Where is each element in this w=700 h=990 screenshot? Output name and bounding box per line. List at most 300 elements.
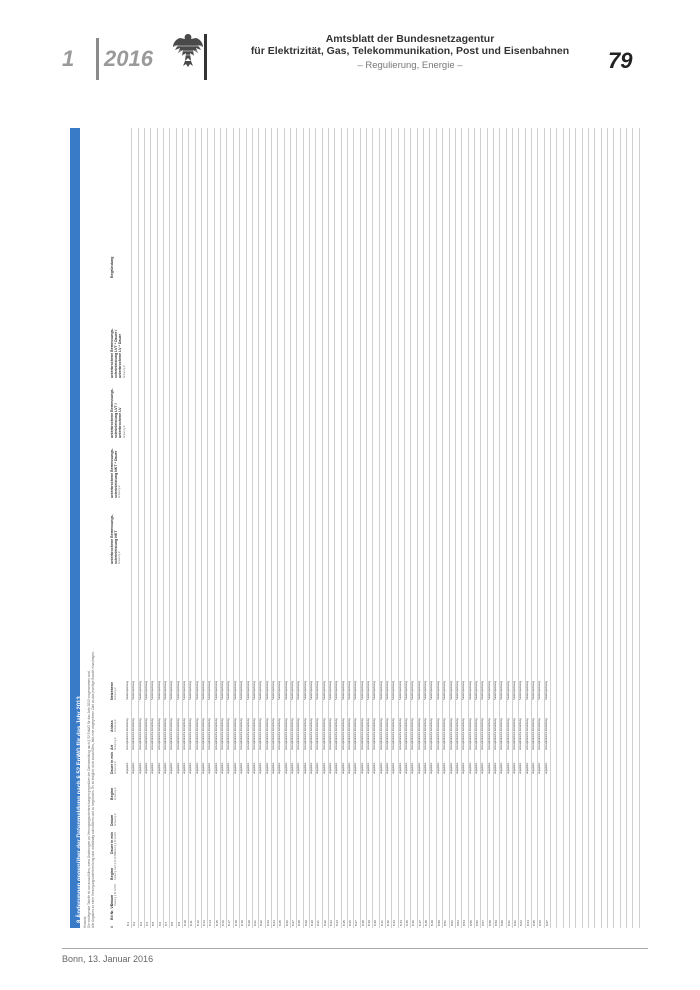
table-cell: Niederspannung — [309, 680, 313, 700]
row-number: 8.36 — [348, 920, 352, 926]
row-number: 8.54 — [462, 920, 467, 926]
table-row — [138, 128, 139, 928]
table-cell: Niederspannung — [126, 680, 129, 700]
table-cell: ungeplant — [411, 762, 415, 774]
table-cell: atmosphärische Einwirkung — [462, 718, 466, 750]
table-cell: atmosphärische Einwirkung — [443, 718, 447, 750]
table-cell: ungeplant — [544, 762, 548, 774]
table-cell: Niederspannung — [474, 680, 478, 700]
table-cell: atmosphärische Einwirkung — [411, 718, 415, 750]
table-cell: atmosphärische Einwirkung — [145, 718, 149, 750]
table-cell: ungeplant — [322, 762, 326, 774]
table-row — [525, 128, 526, 928]
table-cell: ungeplant — [271, 762, 275, 774]
column-header-label: Art — [110, 744, 114, 750]
column-header-label: unterbrochene Bemessungs- scheinleistung LVT * Dauer / unterbrochene LV * Dauer — [110, 328, 123, 378]
table-row — [182, 128, 183, 928]
header-bar — [204, 34, 207, 80]
table-row — [309, 128, 310, 928]
table-cell: ungeplant — [157, 762, 161, 774]
table-row — [347, 128, 348, 928]
table-cell: Niederspannung — [252, 680, 256, 700]
table-cell: ungeplant — [252, 762, 256, 774]
federal-eagle-icon — [170, 30, 206, 68]
table-cell: atmosphärische Einwirkung — [151, 718, 155, 750]
issue-number: 1 — [62, 46, 75, 71]
row-number: 8.8 — [170, 921, 175, 926]
table-row — [436, 128, 437, 928]
column-header — [110, 640, 118, 700]
table-cell: Niederspannung — [367, 680, 371, 700]
row-number: 8.51 — [443, 920, 448, 926]
table-row — [157, 128, 158, 928]
table-row — [252, 128, 253, 928]
row-number: 8.29 — [303, 920, 308, 926]
table-row — [258, 128, 259, 928]
table-row-empty — [613, 128, 614, 928]
row-number: 8.40 — [373, 920, 378, 926]
table-cell: ungeplant — [309, 762, 313, 774]
table-cell: Niederspannung — [202, 680, 206, 700]
row-number: 8.7 — [164, 921, 169, 926]
column-header-label: Anlass — [110, 720, 114, 732]
table-cell: Niederspannung — [538, 680, 542, 700]
table-row — [537, 128, 538, 928]
table-row — [391, 128, 392, 928]
table-cell: atmosphärische Einwirkung — [221, 718, 225, 750]
table-cell: Niederspannung — [328, 680, 332, 700]
row-number: 8.21 — [252, 920, 257, 926]
table-row — [366, 128, 367, 928]
row-number: 8.52 — [449, 920, 454, 926]
table-row — [239, 128, 240, 928]
table-cell: ungeplant — [405, 762, 409, 774]
table-row — [518, 128, 519, 928]
table-cell: Niederspannung — [493, 680, 497, 700]
table-cell: ungeplant — [360, 762, 364, 774]
row-number: 8.50 — [436, 920, 441, 926]
table-cell: atmosphärische Einwirkung — [183, 718, 187, 750]
table-row — [131, 128, 132, 928]
table-cell: atmosphärische Einwirkung — [208, 718, 212, 750]
table-cell: ungeplant — [379, 762, 383, 774]
table-cell: atmosphärische Einwirkung — [227, 718, 231, 750]
table-cell: atmosphärische Einwirkung — [309, 718, 313, 750]
column-header-label: Beginn — [110, 787, 114, 800]
column-header-sub: Meldung § 52 EnWG — [114, 831, 118, 854]
table-cell: Niederspannung — [271, 680, 275, 700]
table-cell: atmosphärische Einwirkung — [493, 718, 497, 750]
table-cell: atmosphärische Einwirkung — [449, 718, 453, 750]
table-cell: ungeplant — [176, 762, 180, 774]
table-row-empty — [575, 128, 576, 928]
table-cell: Niederspannung — [278, 680, 282, 700]
table-cell: Niederspannung — [335, 680, 339, 700]
table-row — [265, 128, 266, 928]
table-row — [328, 128, 329, 928]
table-cell: Niederspannung — [468, 680, 472, 700]
table-cell: ungeplant — [208, 762, 212, 774]
table-cell: atmosphärische Einwirkung — [487, 718, 491, 750]
row-number: 8.28 — [297, 920, 302, 926]
table-row-empty — [588, 128, 589, 928]
table-cell: Niederspannung — [531, 680, 535, 700]
hint-heading: Hinweis: — [83, 915, 87, 928]
row-number: 8.9 — [176, 921, 181, 926]
column-header-label: Beginn — [110, 867, 114, 880]
table-cell: Niederspannung — [360, 680, 364, 700]
table-cell: atmosphärische Einwirkung — [348, 718, 351, 750]
table-cell: ungeplant — [221, 762, 225, 774]
table-row — [195, 128, 196, 928]
row-number: 8.38 — [360, 920, 365, 926]
table-cell: atmosphärische Einwirkung — [271, 718, 275, 750]
table-row — [417, 128, 418, 928]
table-cell: ungeplant — [132, 762, 136, 774]
row-number: 8.31 — [316, 920, 321, 926]
column-header-sub: Änderung in — [114, 813, 118, 826]
table-cell: ungeplant — [531, 762, 535, 774]
row-number: 8.59 — [493, 920, 498, 926]
column-header — [110, 438, 123, 498]
table-cell: atmosphärische Einwirkung — [500, 718, 504, 750]
table-cell: atmosphärische Einwirkung — [138, 718, 142, 750]
table-cell: Niederspannung — [151, 680, 155, 700]
table-cell: Niederspannung — [157, 680, 161, 700]
row-number: 8.4 — [145, 921, 150, 926]
table-cell: ungeplant — [474, 762, 478, 774]
table-cell: atmosphärische Einwirkung — [481, 718, 485, 750]
table-row — [449, 128, 450, 928]
table-cell: atmosphärische Einwirkung — [379, 718, 383, 750]
table-row — [461, 128, 462, 928]
hint-line-2: Alle Angaben zu einer Versorgungsunterbrechung sind vollständig aufzuführen und zu begründen. Es ist lediglich nicht auszufüllen, falls eine angegebene Zahl an das jeweilige Bundle einzutragen. — [91, 651, 95, 928]
table-row — [506, 128, 507, 928]
table-cell: Niederspannung — [512, 680, 516, 700]
table-cell: Niederspannung — [487, 680, 491, 700]
table-cell: atmosphärische Einwirkung — [538, 718, 542, 750]
table-cell: Niederspannung — [322, 680, 326, 700]
table-row — [398, 128, 399, 928]
row-number: 8.13 — [202, 920, 207, 926]
table-row — [271, 128, 272, 928]
table-cell: ungeplant — [538, 762, 542, 774]
row-number: 8.26 — [284, 920, 289, 926]
table-row — [487, 128, 488, 928]
row-number: 8.61 — [506, 920, 511, 926]
row-number: 8.34 — [335, 920, 340, 926]
table-row — [531, 128, 532, 928]
row-number: 8.60 — [500, 920, 505, 926]
table-cell: ungeplant — [297, 762, 301, 774]
table-cell: ungeplant — [500, 762, 504, 774]
table-cell: atmosphärische Einwirkung — [176, 718, 180, 750]
table-cell: ungeplant — [233, 762, 237, 774]
row-number: 8.42 — [386, 920, 391, 926]
table-cell: atmosphärische Einwirkung — [525, 718, 529, 750]
publication-subtitle: – Regulierung, Energie – — [357, 60, 463, 71]
column-header-label: unterbrochene Bemessungs- scheinleistung NKT * Dauer — [110, 448, 119, 498]
table-cell: ungeplant — [170, 762, 174, 774]
table-cell: ungeplant — [278, 762, 282, 774]
table-cell: ungeplant — [506, 762, 510, 774]
table-cell: ungeplant — [240, 762, 244, 774]
row-number: 8.49 — [430, 920, 435, 926]
table-cell: atmosphärische Einwirkung — [417, 718, 421, 750]
table-cell: atmosphärische Einwirkung — [328, 718, 332, 750]
column-header-sub: Änderung in — [114, 687, 118, 700]
table-cell: atmosphärische Einwirkung — [132, 718, 136, 750]
row-number: 8.10 — [183, 920, 188, 926]
table-row — [144, 128, 145, 928]
table-cell: ungeplant — [436, 762, 440, 774]
row-number: 8.57 — [481, 920, 486, 926]
table-cell: ungeplant — [354, 762, 358, 774]
table-cell: Niederspannung — [373, 680, 377, 700]
table-cell: ungeplant — [202, 762, 206, 774]
table-cell: Niederspannung — [341, 680, 345, 700]
publication-title — [215, 33, 605, 57]
table-cell: ungeplant — [468, 762, 472, 774]
table-cell: Niederspannung — [170, 680, 174, 700]
table-row — [372, 128, 373, 928]
table-cell: Niederspannung — [462, 680, 466, 700]
column-header-sub: Änderung in — [114, 719, 118, 732]
table-cell: atmosphärische Einwirkung — [544, 718, 548, 750]
table-cell: Niederspannung — [303, 680, 307, 700]
column-header-label: Datum — [110, 814, 114, 826]
table-cell: Niederspannung — [246, 680, 250, 700]
table-cell: ungeplant — [392, 762, 396, 774]
table-cell: atmosphärische Einwirkung — [531, 718, 535, 750]
table-cell: atmosphärische Einwirkung — [519, 718, 523, 750]
table-cell: ungeplant — [227, 762, 231, 774]
table-cell: Niederspannung — [316, 680, 320, 700]
row-number: 8.43 — [392, 920, 397, 926]
column-header-label: # — [110, 926, 114, 928]
table-row — [493, 128, 494, 928]
column-header-label: Begründung — [110, 256, 114, 278]
table-cell: Niederspannung — [214, 680, 218, 700]
row-number: 8.64 — [525, 920, 530, 926]
table-cell: atmosphärische Einwirkung — [436, 718, 440, 750]
row-number: 8.48 — [424, 920, 429, 926]
table-cell: ungeplant — [183, 762, 187, 774]
table-cell: ungeplant — [316, 762, 320, 774]
table-cell: Niederspannung — [544, 680, 548, 700]
row-number: 8.24 — [271, 920, 276, 926]
table-cell: ungeplant — [481, 762, 485, 774]
table-row — [233, 128, 234, 928]
table-cell: Niederspannung — [259, 680, 263, 700]
table-cell: Niederspannung — [354, 680, 358, 700]
row-number: 8.16 — [221, 920, 226, 926]
table-row — [474, 128, 475, 928]
column-header-label: unterbrochene Bemessungs- scheinleistung LVT / unterbrochene LV — [110, 388, 123, 438]
table-cell: ungeplant — [290, 762, 294, 774]
table-cell: Niederspannung — [208, 680, 212, 700]
row-number: 8.2 — [132, 921, 137, 926]
table-cell: Niederspannung — [348, 680, 351, 700]
row-number: 8.58 — [487, 920, 492, 926]
row-number: 8.53 — [455, 920, 460, 926]
hint-line-1: Die vorliegende Tabelle ist nur auszufüllen, wenn Änderungen an Versorgungsunterbrechungen gegenüber der Datenmeldung nach § 52 EnWG für das Jahr 2013 vorgenommen wird. — [87, 670, 91, 928]
table-row — [188, 128, 189, 928]
table-row — [379, 128, 380, 928]
row-number: 8.47 — [417, 920, 422, 926]
row-number: 8.62 — [512, 920, 517, 926]
table-cell: ungeplant — [430, 762, 434, 774]
table-row-empty — [607, 128, 608, 928]
table-cell: ungeplant — [449, 762, 453, 774]
table-row — [334, 128, 335, 928]
header-divider — [96, 38, 99, 80]
table-cell: ungeplant — [487, 762, 491, 774]
column-header-sub: Änderung in — [114, 787, 118, 800]
column-header-sub: Meldung nach § 52 EnWG — [114, 851, 118, 880]
table-cell: atmosphärische Einwirkung — [195, 718, 199, 750]
table-cell: ungeplant — [493, 762, 497, 774]
table-cell: atmosphärische Einwirkung — [126, 718, 129, 750]
table-cell: ungeplant — [519, 762, 523, 774]
row-number: 8.56 — [474, 920, 479, 926]
table-cell: atmosphärische Einwirkung — [233, 718, 237, 750]
table-cell: atmosphärische Einwirkung — [252, 718, 256, 750]
row-number: 8.66 — [538, 920, 543, 926]
table-cell: atmosphärische Einwirkung — [259, 718, 263, 750]
column-header-label: unterbrochene Bemessungs- scheinleistung NKT — [110, 514, 119, 564]
table-row-empty — [582, 128, 583, 928]
table-cell: ungeplant — [398, 762, 402, 774]
table-row-empty — [639, 128, 640, 928]
table-row — [385, 128, 386, 928]
table-cell: ungeplant — [303, 762, 307, 774]
row-number: 8.23 — [265, 920, 270, 926]
table-row — [226, 128, 227, 928]
table-cell: Niederspannung — [221, 680, 225, 700]
table-cell: ungeplant — [164, 762, 168, 774]
table-cell: Niederspannung — [506, 680, 510, 700]
table-row — [423, 128, 424, 928]
table-cell: atmosphärische Einwirkung — [303, 718, 307, 750]
table-row — [353, 128, 354, 928]
row-number: 8.25 — [278, 920, 283, 926]
table-row — [544, 128, 545, 928]
table-cell: ungeplant — [348, 762, 351, 774]
table-cell: atmosphärische Einwirkung — [354, 718, 358, 750]
table-row — [201, 128, 202, 928]
table-cell: atmosphärische Einwirkung — [157, 718, 161, 750]
table-row-empty — [620, 128, 621, 928]
table-cell: ungeplant — [455, 762, 459, 774]
table-row-empty — [550, 128, 551, 928]
table-row — [322, 128, 323, 928]
table-row — [284, 128, 285, 928]
table-cell: atmosphärische Einwirkung — [246, 718, 250, 750]
table-cell: atmosphärische Einwirkung — [360, 718, 364, 750]
row-number: 8.1 — [126, 921, 130, 926]
table-cell: atmosphärische Einwirkung — [316, 718, 320, 750]
row-number: 8.20 — [246, 920, 251, 926]
table-cell: Niederspannung — [164, 680, 168, 700]
column-header — [110, 504, 123, 564]
table-cell: atmosphärische Einwirkung — [214, 718, 218, 750]
row-number: 8.27 — [290, 920, 295, 926]
table-cell: ungeplant — [259, 762, 263, 774]
table-cell: Niederspannung — [227, 680, 231, 700]
table-cell: ungeplant — [189, 762, 193, 774]
row-number: 8.11 — [189, 920, 194, 926]
column-header-sub: Änderung in — [114, 761, 118, 774]
row-number: 8.67 — [544, 920, 549, 926]
table-row — [176, 128, 177, 928]
column-header-sub: Meldung § 52 EnWG — [114, 883, 118, 906]
row-number: 8.46 — [411, 920, 416, 926]
table-row-empty — [569, 128, 570, 928]
row-number: 8.63 — [519, 920, 524, 926]
row-number: 8.5 — [151, 921, 156, 926]
table-cell: atmosphärische Einwirkung — [430, 718, 434, 750]
table-cell: atmosphärische Einwirkung — [455, 718, 459, 750]
table-cell: Niederspannung — [145, 680, 149, 700]
table-cell: Niederspannung — [430, 680, 434, 700]
table-cell: atmosphärische Einwirkung — [278, 718, 282, 750]
table-cell: atmosphärische Einwirkung — [290, 718, 294, 750]
rotated-table-sheet — [70, 128, 650, 928]
row-number: 8.6 — [157, 921, 162, 926]
table-cell: Niederspannung — [183, 680, 187, 700]
footer-rule — [62, 948, 648, 949]
table-cell: ungeplant — [335, 762, 339, 774]
column-header-sub: Änderung in — [118, 485, 122, 498]
table-row — [512, 128, 513, 928]
table-cell: atmosphärische Einwirkung — [424, 718, 428, 750]
row-number: 8.44 — [398, 920, 403, 926]
table-cell: Niederspannung — [519, 680, 523, 700]
table-cell: ungeplant — [265, 762, 269, 774]
footer-date: Bonn, 13. Januar 2016 — [62, 954, 154, 964]
table-cell: ungeplant — [386, 762, 390, 774]
row-number: 8.39 — [367, 920, 372, 926]
table-cell: ungeplant — [145, 762, 149, 774]
row-number: 8.3 — [138, 921, 143, 926]
table-cell: atmosphärische Einwirkung — [373, 718, 377, 750]
row-number: 8.55 — [468, 920, 473, 926]
row-number: 8.22 — [259, 920, 264, 926]
table-row — [207, 128, 208, 928]
table-cell: Niederspannung — [176, 680, 180, 700]
table-row-empty — [632, 128, 633, 928]
table-row — [220, 128, 221, 928]
table-row-empty — [601, 128, 602, 928]
table-cell: Niederspannung — [500, 680, 504, 700]
publication-title-line2: für Elektrizität, Gas, Telekommunikation, Post und Eisenbahnen — [250, 45, 570, 57]
table-cell: ungeplant — [246, 762, 250, 774]
publication-title-line1: Amtsblatt der Bundesnetzagentur — [325, 33, 495, 45]
table-row-empty — [563, 128, 564, 928]
column-header-sub: Änderung in — [114, 737, 118, 750]
table-row — [468, 128, 469, 928]
table-row — [246, 128, 247, 928]
table-row-empty — [594, 128, 595, 928]
column-header — [110, 218, 114, 278]
table-cell: atmosphärische Einwirkung — [367, 718, 371, 750]
table-row — [455, 128, 456, 928]
table-row — [296, 128, 297, 928]
table-row — [150, 128, 151, 928]
table-cell: Niederspannung — [233, 680, 237, 700]
table-cell: atmosphärische Einwirkung — [405, 718, 409, 750]
